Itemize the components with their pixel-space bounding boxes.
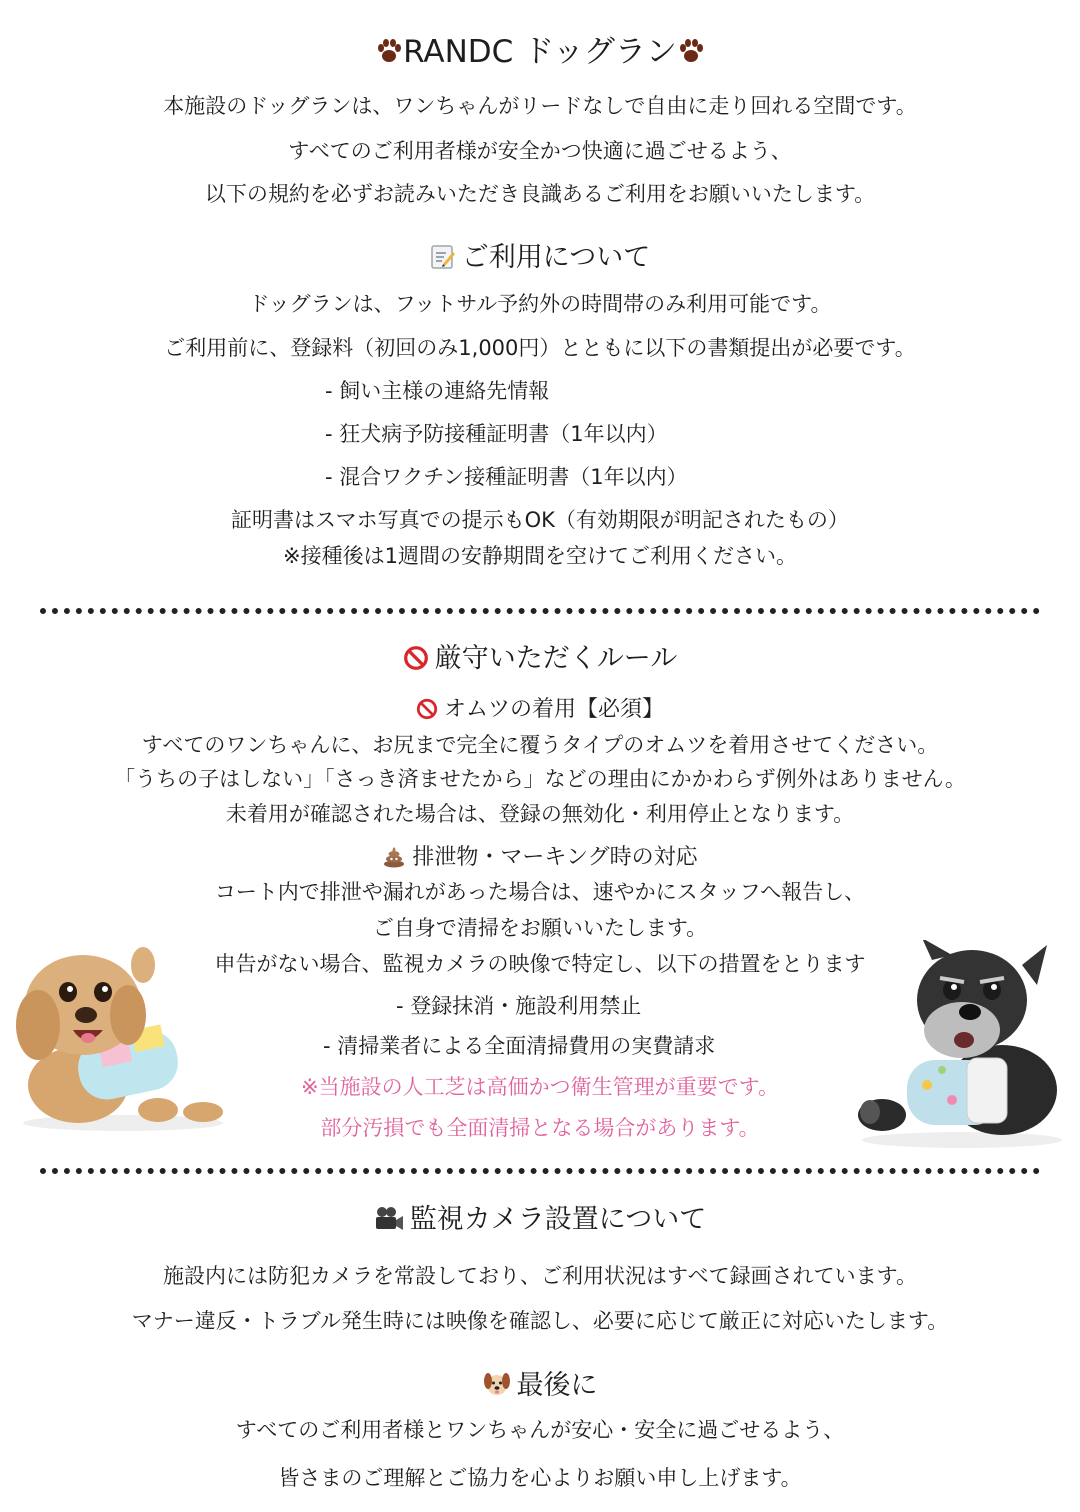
prohibited-icon xyxy=(403,645,429,671)
marking-heading: 排泄物・マーキング時の対応 xyxy=(412,845,698,870)
intro-line: 以下の規約を必ずお読みいただき良識あるご利用をお願いいたします。 xyxy=(204,182,876,206)
warning-line: 部分汚損でも全面清掃となる場合があります。 xyxy=(320,1116,760,1140)
measure-item: - 清掃業者による全面清掃費用の実費請求 xyxy=(323,1034,716,1058)
schnauzer-illustration xyxy=(852,940,1072,1150)
diaper-line: 「うちの子はしない」「さっき済ませたから」などの理由にかかわらず例外はありません。 xyxy=(114,767,966,791)
doc-item: - 狂犬病予防接種証明書（1年以内） xyxy=(325,422,668,446)
closing-line: 皆さまのご理解とご協力を心よりお願い申し上げます。 xyxy=(278,1466,802,1490)
doc-item: - 混合ワクチン接種証明書（1年以内） xyxy=(325,465,688,489)
rules-heading-row xyxy=(0,636,1080,675)
paw-icon xyxy=(375,37,403,65)
closing-line: すべてのご利用者様とワンちゃんが安心・安全に過ごせるよう、 xyxy=(235,1418,845,1442)
movie-camera-icon xyxy=(374,1206,404,1232)
marking-line: コート内で排泄や漏れがあった場合は、速やかにスタッフへ報告し、 xyxy=(214,880,866,904)
usage-line: ドッグランは、フットサル予約外の時間帯のみ利用可能です。 xyxy=(248,292,832,316)
usage-note: ※接種後は1週間の安静期間を空けてご利用ください。 xyxy=(283,544,797,568)
page-title-row xyxy=(0,26,1080,71)
diaper-heading: オムツの着用【必須】 xyxy=(443,697,664,722)
page-title: RANDC ドッグラン xyxy=(403,34,677,70)
doc-item: - 飼い主様の連絡先情報 xyxy=(325,379,550,403)
memo-icon xyxy=(430,244,456,270)
diaper-line: すべてのワンちゃんに、お尻まで完全に覆うタイプのオムツを着用させてください。 xyxy=(141,733,939,757)
diaper-heading-row xyxy=(0,692,1080,723)
intro-line: 本施設のドッグランは、ワンちゃんがリードなしで自由に走り回れる空間です。 xyxy=(163,94,917,118)
prohibited-icon xyxy=(416,698,438,720)
diaper-line: 未着用が確認された場合は、登録の無効化・利用停止となります。 xyxy=(225,802,855,826)
measure-item: - 登録抹消・施設利用禁止 xyxy=(396,994,642,1018)
dotted-divider xyxy=(40,1168,1040,1174)
camera-heading-row xyxy=(0,1197,1080,1236)
camera-line: マナー違反・トラブル発生時には映像を確認し、必要に応じて厳正に対応いたします。 xyxy=(131,1309,949,1333)
poop-icon xyxy=(382,844,406,868)
warning-line: ※当施設の人工芝は高価かつ衛生管理が重要です。 xyxy=(301,1075,779,1099)
poodle-illustration xyxy=(8,940,228,1135)
usage-line: ご利用前に、登録料（初回のみ1,000円）とともに以下の書類提出が必要です。 xyxy=(164,336,916,360)
dotted-divider xyxy=(40,608,1040,614)
usage-heading-row xyxy=(0,235,1080,274)
usage-heading: ご利用について xyxy=(461,242,651,273)
marking-line: 申告がない場合、監視カメラの映像で特定し、以下の措置をとります xyxy=(214,952,866,976)
camera-line: 施設内には防犯カメラを常設しており、ご利用状況はすべて録画されています。 xyxy=(163,1264,917,1288)
dog-face-icon xyxy=(483,1370,511,1398)
camera-heading: 監視カメラ設置について xyxy=(409,1204,707,1235)
closing-heading: 最後に xyxy=(516,1370,598,1401)
intro-line: すべてのご利用者様が安全かつ快適に過ごせるよう、 xyxy=(288,139,792,163)
closing-heading-row xyxy=(0,1363,1080,1402)
usage-note: 証明書はスマホ写真での提示もOK（有効期限が明記されたもの） xyxy=(231,508,849,532)
rules-heading: 厳守いただくルール xyxy=(434,643,678,674)
paw-icon xyxy=(677,37,705,65)
marking-heading-row xyxy=(0,840,1080,871)
marking-line: ご自身で清掃をお願いいたします。 xyxy=(372,916,708,940)
